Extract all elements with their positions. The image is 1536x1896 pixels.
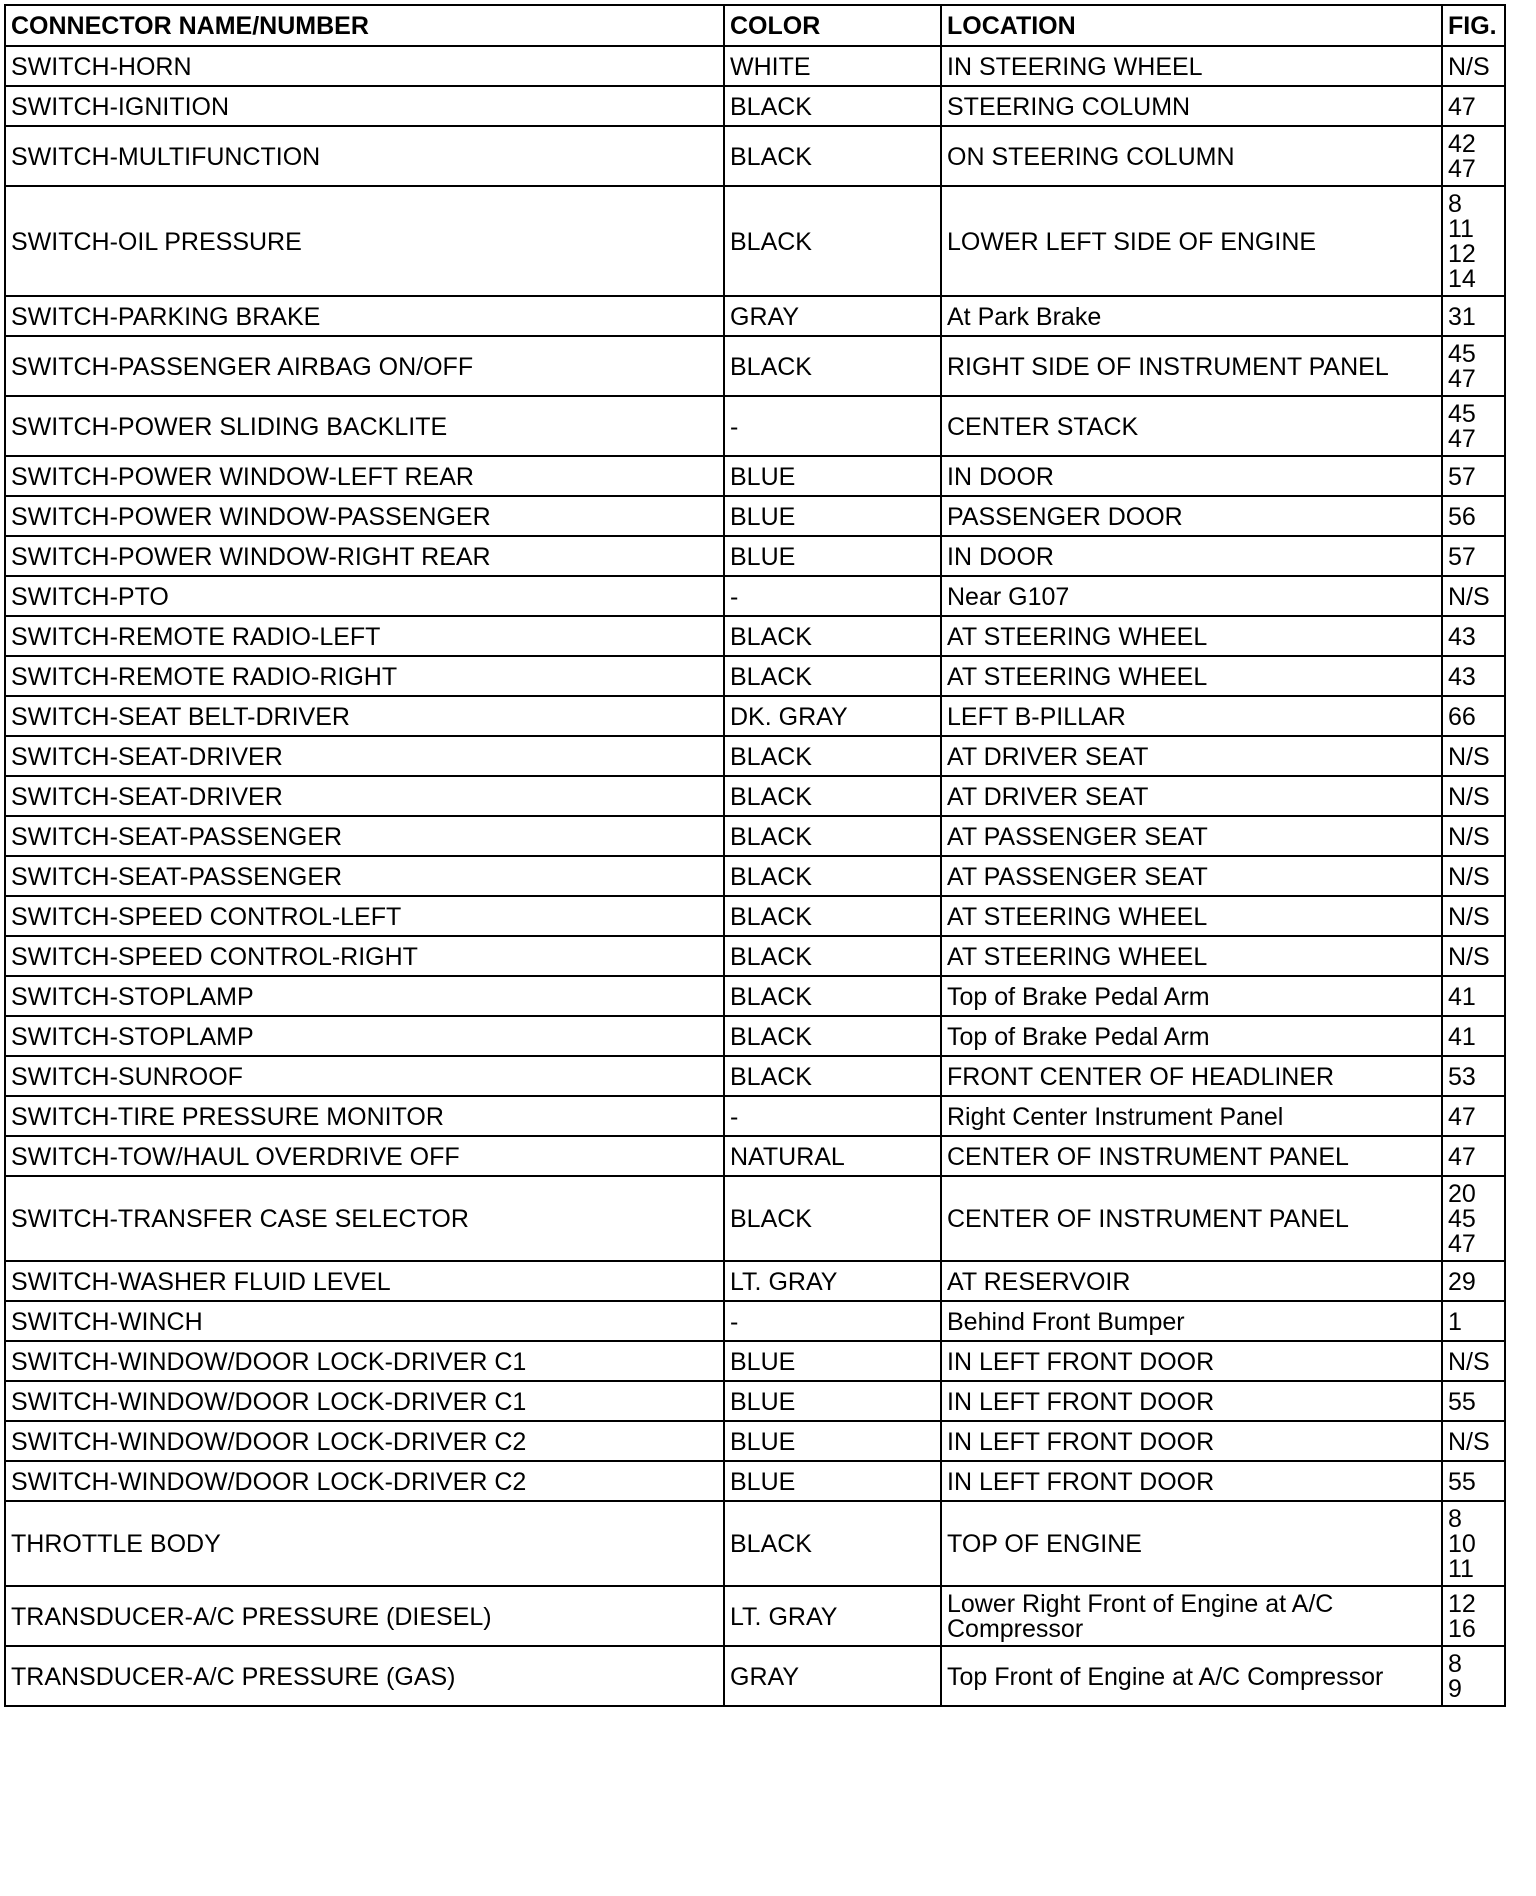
fig-cell [1442,496,1505,536]
fig-cell [1442,1056,1505,1096]
color-cell: BLACK [724,186,941,296]
fig-number: 10 [1448,1529,1476,1558]
fig-number: 12 [1448,239,1476,268]
fig-number: 57 [1448,542,1476,571]
fig-cell [1442,816,1505,856]
location-cell [941,1261,1442,1301]
fig-number: 8 [1448,189,1462,218]
color-cell: BLACK [724,1176,941,1261]
fig-number: N/S [1448,822,1490,851]
table-row [5,616,1505,656]
fig-number: 47 [1448,1229,1476,1258]
fig-number: 1 [1448,1307,1462,1336]
location-cell [941,1176,1442,1261]
table-row [5,46,1505,86]
connector-name-cell: SWITCH-HORN [5,46,724,86]
fig-cell [1442,896,1505,936]
color-cell: BLUE [724,536,941,576]
fig-cell [1442,536,1505,576]
location-line: Near G107 [947,582,1070,611]
connector-name-cell: SWITCH-SUNROOF [5,1056,724,1096]
fig-number: 53 [1448,1062,1476,1091]
color-cell: BLUE [724,1421,941,1461]
location-line: CENTER OF INSTRUMENT PANEL [947,1205,1349,1233]
table-row [5,1056,1505,1096]
fig-number: 47 [1448,424,1476,453]
location-cell [941,1136,1442,1176]
location-line: AT STEERING WHEEL [947,902,1208,931]
location-cell [941,336,1442,396]
fig-number: N/S [1448,862,1490,891]
connector-name-cell: SWITCH-IGNITION [5,86,724,126]
location-line: STEERING COLUMN [947,92,1191,121]
location-line: AT STEERING WHEEL [947,942,1208,971]
color-cell: BLACK [724,336,941,396]
connector-name-cell: SWITCH-WINDOW/DOOR LOCK-DRIVER C2 [5,1421,724,1461]
fig-number: 66 [1448,702,1476,731]
table-row [5,1096,1505,1136]
connector-name-cell: SWITCH-SEAT BELT-DRIVER [5,696,724,736]
location-line: Right Center Instrument Panel [947,1102,1284,1131]
fig-cell [1442,656,1505,696]
location-line: CENTER STACK [947,412,1139,441]
connector-name-cell: SWITCH-SEAT-DRIVER [5,736,724,776]
location-line: Lower Right Front of Engine at A/C [947,1589,1334,1618]
location-line: IN STEERING WHEEL [947,52,1203,81]
location-cell [941,976,1442,1016]
table-row [5,126,1505,186]
location-line: LOWER LEFT SIDE OF ENGINE [947,227,1317,256]
table-row [5,656,1505,696]
location-line: CENTER OF INSTRUMENT PANEL [947,1142,1349,1171]
connector-name-cell: SWITCH-WINDOW/DOOR LOCK-DRIVER C2 [5,1461,724,1501]
location-line: IN DOOR [947,462,1054,491]
connector-name-cell: SWITCH-PTO [5,576,724,616]
fig-number: 45 [1448,1204,1476,1233]
connector-name-cell: SWITCH-SPEED CONTROL-LEFT [5,896,724,936]
fig-number: 16 [1448,1614,1476,1643]
location-cell [941,1056,1442,1096]
fig-number: 43 [1448,662,1476,691]
location-cell [941,1461,1442,1501]
location-cell [941,86,1442,126]
table-row [5,1501,1505,1586]
location-line: FRONT CENTER OF HEADLINER [947,1062,1335,1091]
table-row [5,296,1505,336]
connector-name-cell: SWITCH-POWER SLIDING BACKLITE [5,396,724,456]
location-line: AT STEERING WHEEL [947,622,1208,651]
color-cell: BLACK [724,776,941,816]
table-row [5,816,1505,856]
connector-name-cell: SWITCH-TRANSFER CASE SELECTOR [5,1176,724,1261]
fig-number: N/S [1448,782,1490,811]
location-cell [941,46,1442,86]
location-line: Top of Brake Pedal Arm [947,982,1210,1011]
location-cell [941,536,1442,576]
color-cell: BLACK [724,976,941,1016]
fig-number: 55 [1448,1387,1476,1416]
fig-number: 29 [1448,1267,1476,1296]
location-cell [941,936,1442,976]
table-row [5,696,1505,736]
fig-number: 12 [1448,1589,1476,1618]
location-cell [941,736,1442,776]
location-cell [941,576,1442,616]
fig-number: 55 [1448,1467,1476,1496]
location-cell [941,1016,1442,1056]
location-cell [941,1586,1442,1646]
location-cell [941,1096,1442,1136]
table-row [5,1421,1505,1461]
location-line: AT DRIVER SEAT [947,782,1149,811]
fig-cell [1442,1176,1505,1261]
connector-name-cell: SWITCH-SEAT-DRIVER [5,776,724,816]
color-cell: BLACK [724,1056,941,1096]
fig-number: 57 [1448,462,1476,491]
color-cell: BLACK [724,736,941,776]
fig-cell [1442,1261,1505,1301]
location-line: Top Front of Engine at A/C Compressor [947,1662,1384,1691]
table-row [5,1646,1505,1706]
header-connector-name: CONNECTOR NAME/NUMBER [5,5,724,46]
fig-number: 31 [1448,302,1476,331]
fig-number: 56 [1448,502,1476,531]
connector-name-cell: SWITCH-SPEED CONTROL-RIGHT [5,936,724,976]
fig-cell [1442,1501,1505,1586]
fig-cell [1442,1461,1505,1501]
fig-cell [1442,1341,1505,1381]
table-row [5,776,1505,816]
location-cell [941,1646,1442,1706]
location-cell [941,1341,1442,1381]
connector-name-cell: THROTTLE BODY [5,1501,724,1586]
location-cell [941,396,1442,456]
location-line: AT PASSENGER SEAT [947,862,1208,891]
connector-name-cell: SWITCH-SEAT-PASSENGER [5,856,724,896]
connector-name-cell: SWITCH-REMOTE RADIO-RIGHT [5,656,724,696]
fig-cell [1442,1016,1505,1056]
fig-number: 47 [1448,1102,1476,1131]
location-cell [941,656,1442,696]
connector-table [4,4,1506,1707]
color-cell: BLUE [724,1381,941,1421]
location-line: RIGHT SIDE OF INSTRUMENT PANEL [947,352,1389,381]
fig-cell [1442,976,1505,1016]
location-line: IN LEFT FRONT DOOR [947,1387,1215,1416]
location-cell [941,296,1442,336]
connector-name-cell: SWITCH-POWER WINDOW-PASSENGER [5,496,724,536]
location-cell [941,126,1442,186]
fig-cell [1442,696,1505,736]
connector-name-cell: SWITCH-REMOTE RADIO-LEFT [5,616,724,656]
location-cell [941,1501,1442,1586]
fig-number: N/S [1448,942,1490,971]
fig-number: 47 [1448,92,1476,121]
location-cell [941,856,1442,896]
fig-cell [1442,456,1505,496]
connector-name-cell: SWITCH-SEAT-PASSENGER [5,816,724,856]
color-cell: BLACK [724,1016,941,1056]
location-line: Top of Brake Pedal Arm [947,1022,1210,1051]
connector-name-cell: SWITCH-PASSENGER AIRBAG ON/OFF [5,336,724,396]
color-cell: BLACK [724,1501,941,1586]
fig-cell [1442,1136,1505,1176]
fig-number: N/S [1448,1347,1490,1376]
header-location: LOCATION [941,5,1442,46]
table-row [5,186,1505,296]
table-row [5,1586,1505,1646]
table-row [5,1301,1505,1341]
table-row [5,896,1505,936]
fig-cell [1442,576,1505,616]
fig-number: N/S [1448,742,1490,771]
connector-name-cell: SWITCH-WINDOW/DOOR LOCK-DRIVER C1 [5,1381,724,1421]
location-cell [941,456,1442,496]
fig-number: 9 [1448,1674,1462,1703]
location-cell [941,896,1442,936]
location-cell [941,1381,1442,1421]
fig-number: 45 [1448,339,1476,368]
color-cell: BLUE [724,496,941,536]
fig-number: 11 [1448,1554,1474,1583]
fig-cell [1442,616,1505,656]
connector-name-cell: TRANSDUCER-A/C PRESSURE (DIESEL) [5,1586,724,1646]
table-row [5,456,1505,496]
table-row [5,1016,1505,1056]
fig-cell [1442,856,1505,896]
table-header [5,5,1505,46]
table-row [5,86,1505,126]
color-cell: DK. GRAY [724,696,941,736]
location-cell [941,816,1442,856]
color-cell: - [724,576,941,616]
connector-name-cell: SWITCH-TIRE PRESSURE MONITOR [5,1096,724,1136]
connector-name-cell: SWITCH-WASHER FLUID LEVEL [5,1261,724,1301]
table-row [5,1136,1505,1176]
color-cell: - [724,1301,941,1341]
fig-number: 47 [1448,364,1476,393]
fig-cell [1442,296,1505,336]
location-line: AT DRIVER SEAT [947,742,1149,771]
table-row [5,736,1505,776]
fig-number: 8 [1448,1504,1462,1533]
color-cell: BLACK [724,656,941,696]
color-cell: BLACK [724,616,941,656]
location-line: Compressor [947,1614,1084,1643]
fig-number: N/S [1448,1427,1490,1456]
fig-cell [1442,1646,1505,1706]
fig-cell [1442,1586,1505,1646]
table-row [5,1341,1505,1381]
location-line: AT RESERVOIR [947,1267,1131,1296]
table-body [5,46,1505,1706]
color-cell: NATURAL [724,1136,941,1176]
table-row [5,496,1505,536]
fig-cell [1442,1421,1505,1461]
connector-name-cell: SWITCH-OIL PRESSURE [5,186,724,296]
color-cell: BLACK [724,816,941,856]
location-cell [941,1421,1442,1461]
location-line: LEFT B-PILLAR [947,702,1126,731]
table-row [5,936,1505,976]
table-row [5,336,1505,396]
location-line: Behind Front Bumper [947,1307,1185,1336]
color-cell: BLUE [724,1461,941,1501]
header-color: COLOR [724,5,941,46]
table-row [5,976,1505,1016]
table-row [5,1381,1505,1421]
color-cell: GRAY [724,1646,941,1706]
location-cell [941,696,1442,736]
color-cell: LT. GRAY [724,1586,941,1646]
connector-name-cell: TRANSDUCER-A/C PRESSURE (GAS) [5,1646,724,1706]
table-row [5,396,1505,456]
location-cell [941,186,1442,296]
color-cell: BLACK [724,936,941,976]
table-row [5,856,1505,896]
color-cell: - [724,1096,941,1136]
table-row [5,576,1505,616]
color-cell: GRAY [724,296,941,336]
fig-cell [1442,46,1505,86]
fig-number: N/S [1448,902,1490,931]
fig-number: 47 [1448,154,1476,183]
fig-number: N/S [1448,52,1490,81]
fig-number: 20 [1448,1179,1476,1208]
connector-name-cell: SWITCH-TOW/HAUL OVERDRIVE OFF [5,1136,724,1176]
connector-name-cell: SWITCH-STOPLAMP [5,976,724,1016]
table-row [5,1176,1505,1261]
fig-cell [1442,126,1505,186]
location-cell [941,496,1442,536]
table-row [5,1461,1505,1501]
fig-number: 8 [1448,1649,1462,1678]
location-line: IN DOOR [947,542,1054,571]
connector-name-cell: SWITCH-WINDOW/DOOR LOCK-DRIVER C1 [5,1341,724,1381]
location-cell [941,1301,1442,1341]
fig-number: 43 [1448,622,1476,651]
fig-number: 11 [1448,214,1474,243]
connector-table-page [4,4,1504,1707]
fig-cell [1442,86,1505,126]
fig-cell [1442,936,1505,976]
fig-cell [1442,1381,1505,1421]
connector-name-cell: SWITCH-WINCH [5,1301,724,1341]
location-cell [941,616,1442,656]
fig-number: 47 [1448,1142,1476,1171]
fig-cell [1442,186,1505,296]
connector-name-cell: SWITCH-PARKING BRAKE [5,296,724,336]
fig-cell [1442,336,1505,396]
location-line: ON STEERING COLUMN [947,142,1235,171]
fig-cell [1442,776,1505,816]
connector-name-cell: SWITCH-MULTIFUNCTION [5,126,724,186]
header-fig: FIG. [1442,5,1505,46]
location-line: IN LEFT FRONT DOOR [947,1467,1215,1496]
color-cell: BLUE [724,456,941,496]
connector-name-cell: SWITCH-POWER WINDOW-LEFT REAR [5,456,724,496]
location-line: TOP OF ENGINE [947,1530,1142,1558]
location-line: IN LEFT FRONT DOOR [947,1347,1215,1376]
location-line: At Park Brake [947,302,1102,331]
location-line: AT STEERING WHEEL [947,662,1208,691]
color-cell: BLACK [724,856,941,896]
location-line: PASSENGER DOOR [947,502,1183,531]
fig-number: 41 [1448,982,1476,1011]
fig-number: 45 [1448,399,1476,428]
connector-name-cell: SWITCH-STOPLAMP [5,1016,724,1056]
table-row [5,1261,1505,1301]
color-cell: BLUE [724,1341,941,1381]
table-row [5,536,1505,576]
fig-number: 42 [1448,129,1476,158]
fig-cell [1442,736,1505,776]
fig-cell [1442,1096,1505,1136]
location-line: AT PASSENGER SEAT [947,822,1208,851]
fig-cell [1442,396,1505,456]
fig-number: N/S [1448,582,1490,611]
fig-cell [1442,1301,1505,1341]
location-cell [941,776,1442,816]
color-cell: - [724,396,941,456]
header-row [5,5,1505,46]
fig-number: 41 [1448,1022,1476,1051]
color-cell: WHITE [724,46,941,86]
color-cell: BLACK [724,86,941,126]
color-cell: BLACK [724,896,941,936]
color-cell: BLACK [724,126,941,186]
location-line: IN LEFT FRONT DOOR [947,1427,1215,1456]
color-cell: LT. GRAY [724,1261,941,1301]
connector-name-cell: SWITCH-POWER WINDOW-RIGHT REAR [5,536,724,576]
fig-number: 14 [1448,264,1476,293]
